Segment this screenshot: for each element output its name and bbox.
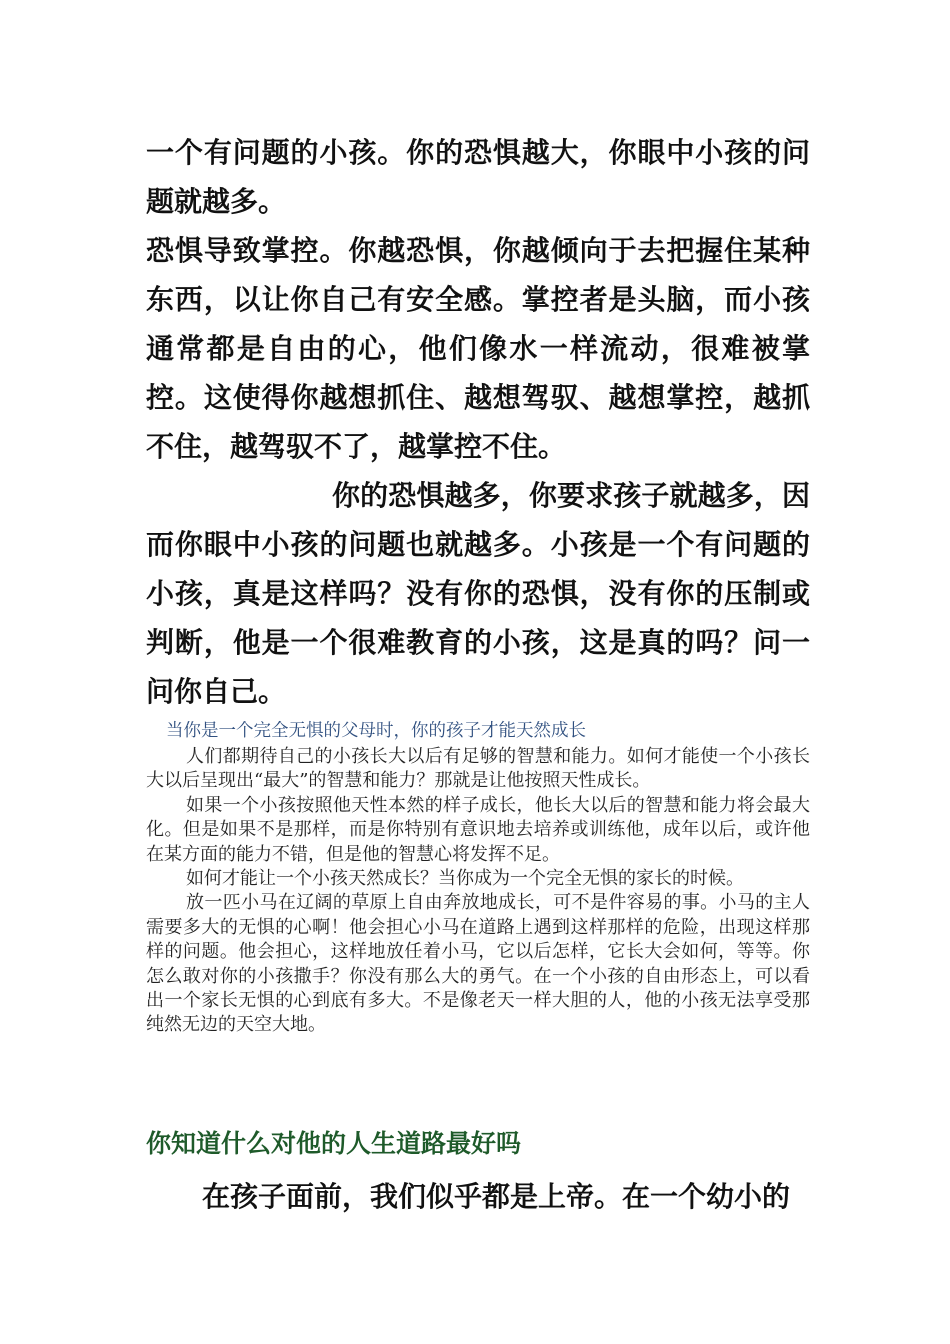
small-paragraph-4: 放一匹小马在辽阔的草原上自由奔放地成长，可不是件容易的事。小马的主人需要多大的无惧的心啊！他会担心小马在道路上遇到这样那样的危险，出现这样那样的问题。他会担心，这样地放任着小马，它以后怎样，它长大会如何，等等。你怎么敢对你的小孩撒手？你没有那么大的勇气。在一个小孩的自由形态上，可以看出一个家长无惧的心到底有多大。不是像老天一样大胆的人，他的小孩无法享受那纯然无边的天空大地。	[146, 892, 810, 1036]
paragraph-1: 一个有问题的小孩。你的恐惧越大，你眼中小孩的问题就越多。	[146, 136, 810, 218]
small-paragraph-2: 如果一个小孩按照他天性本然的样子成长，他长大以后的智慧和能力将会最大化。但是如果不是那样，而是你特别有意识地去培养或训练他，成年以后，或许他在某方面的能力不错，但是他的智慧心将发挥不足。	[146, 794, 810, 865]
subheading: 当你是一个完全无惧的父母时，你的孩子才能天然成长	[166, 721, 586, 741]
paragraph-2: 恐惧导致掌控。你越恐惧，你越倾向于去把握住某种东西，以让你自己有安全感。掌控者是头脑，而小孩通常都是自由的心，他们像水一样流动，很难被掌控。这使得你越想抓住、越想驾驭、越想掌控，越抓不住，越驾驭不了，越掌控不住。	[146, 234, 810, 463]
section-heading: 你知道什么对他的人生道路最好吗	[146, 1129, 522, 1158]
body-text-final	[146, 1172, 810, 1221]
paragraph-3: 你的恐惧越多，你要求孩子就越多，因而你眼中小孩的问题也就越多。小孩是一个有问题的小孩，真是这样吗？没有你的恐惧，没有你的压制或判断，他是一个很难教育的小孩，这是真的吗？问一问你自己。	[146, 479, 810, 708]
body-text-small	[146, 745, 810, 1038]
small-paragraph-3: 如何才能让一个小孩天然成长？当你成为一个完全无惧的家长的时候。	[186, 868, 744, 890]
final-paragraph: 在孩子面前，我们似乎都是上帝。在一个幼小的	[202, 1180, 791, 1213]
small-paragraph-1: 人们都期待自己的小孩长大以后有足够的智慧和能力。如何才能使一个小孩长大以后呈现出“最大”的智慧和能力？那就是让他按照天性成长。	[146, 746, 810, 792]
body-text-large	[146, 128, 810, 716]
